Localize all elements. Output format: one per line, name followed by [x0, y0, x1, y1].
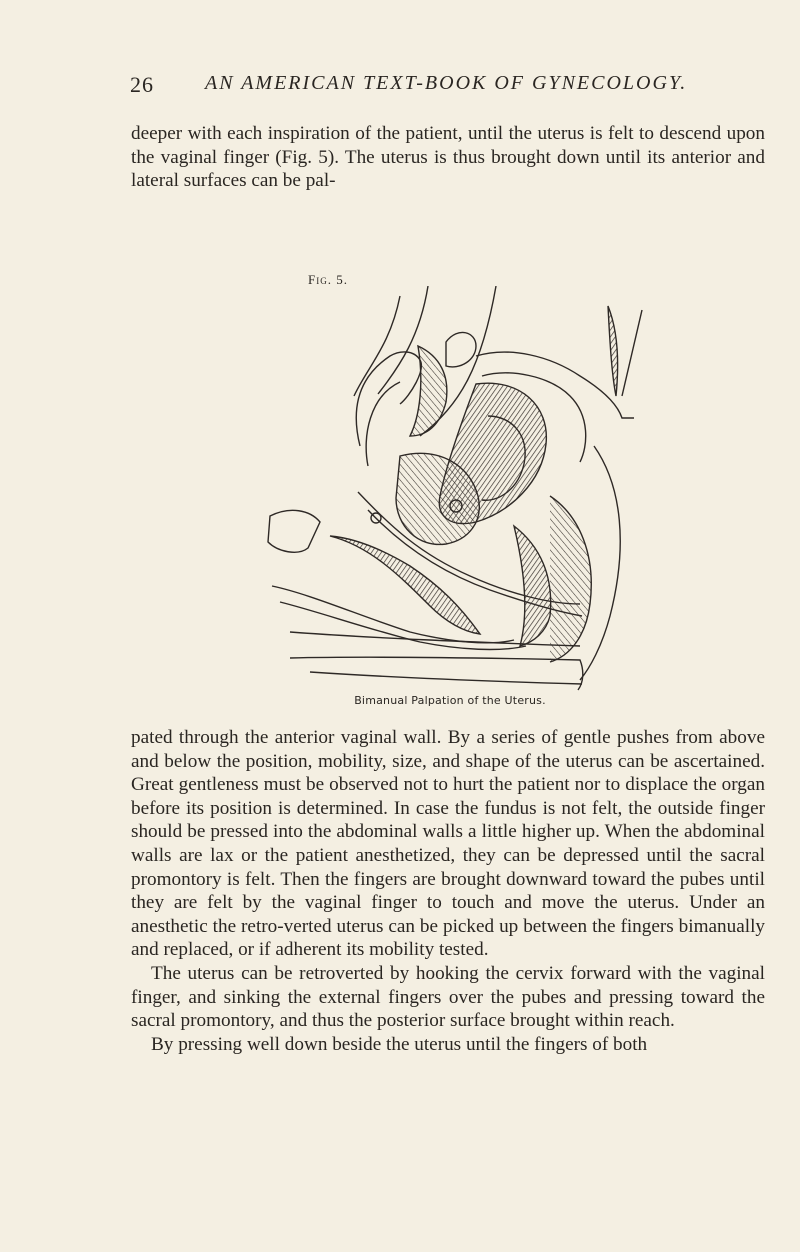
book-title: AN AMERICAN TEXT-BOOK OF GYNECOLOGY. — [205, 72, 688, 94]
paragraph-2: The uterus can be retroverted by hooking the cervix forward with the vaginal finger, and sinking the external fingers over the pubes and pressing toward the sacral promontory, and thus the posterior surface brought within reach. — [131, 962, 765, 1032]
bimanual-palpation-illustration — [250, 286, 660, 692]
body-text — [131, 726, 765, 1056]
figure-caption: Bimanual Palpation of the Uterus. — [354, 694, 546, 707]
paragraph-1: pated through the anterior vaginal wall. By a series of gentle pushes from above and below the position, mobility, size, and shape of the uterus can be ascertained. Great gentleness must be observed not to hurt the patient nor to displace the organ before its position is determined. In case the fundus is not felt, the outside finger should be pressed into the abdominal walls a little higher up. When the abdominal walls are lax or the patient anesthetized, they can be depressed until the sacral promontory is felt. Then the fingers are brought downward toward the pubes until they are felt by the vaginal finger to touch and move the uterus. Under an anesthetic the retro-verted uterus can be picked up between the fingers bimanually and replaced, or if adherent its mobility tested. — [131, 727, 765, 961]
figure-label: Fig. 5. — [308, 272, 348, 287]
running-head — [130, 72, 770, 102]
outer-hand-line — [354, 296, 400, 396]
paragraph-intro: deeper with each inspiration of the patient, until the uterus is felt to descend upon the vaginal finger (Fig. 5). The uterus is thus brought down until its anterior and lateral surfaces can be pal- — [131, 123, 765, 192]
page-number: 26 — [130, 72, 154, 97]
paragraph-3: By pressing well down beside the uterus until the fingers of both — [151, 1033, 648, 1055]
